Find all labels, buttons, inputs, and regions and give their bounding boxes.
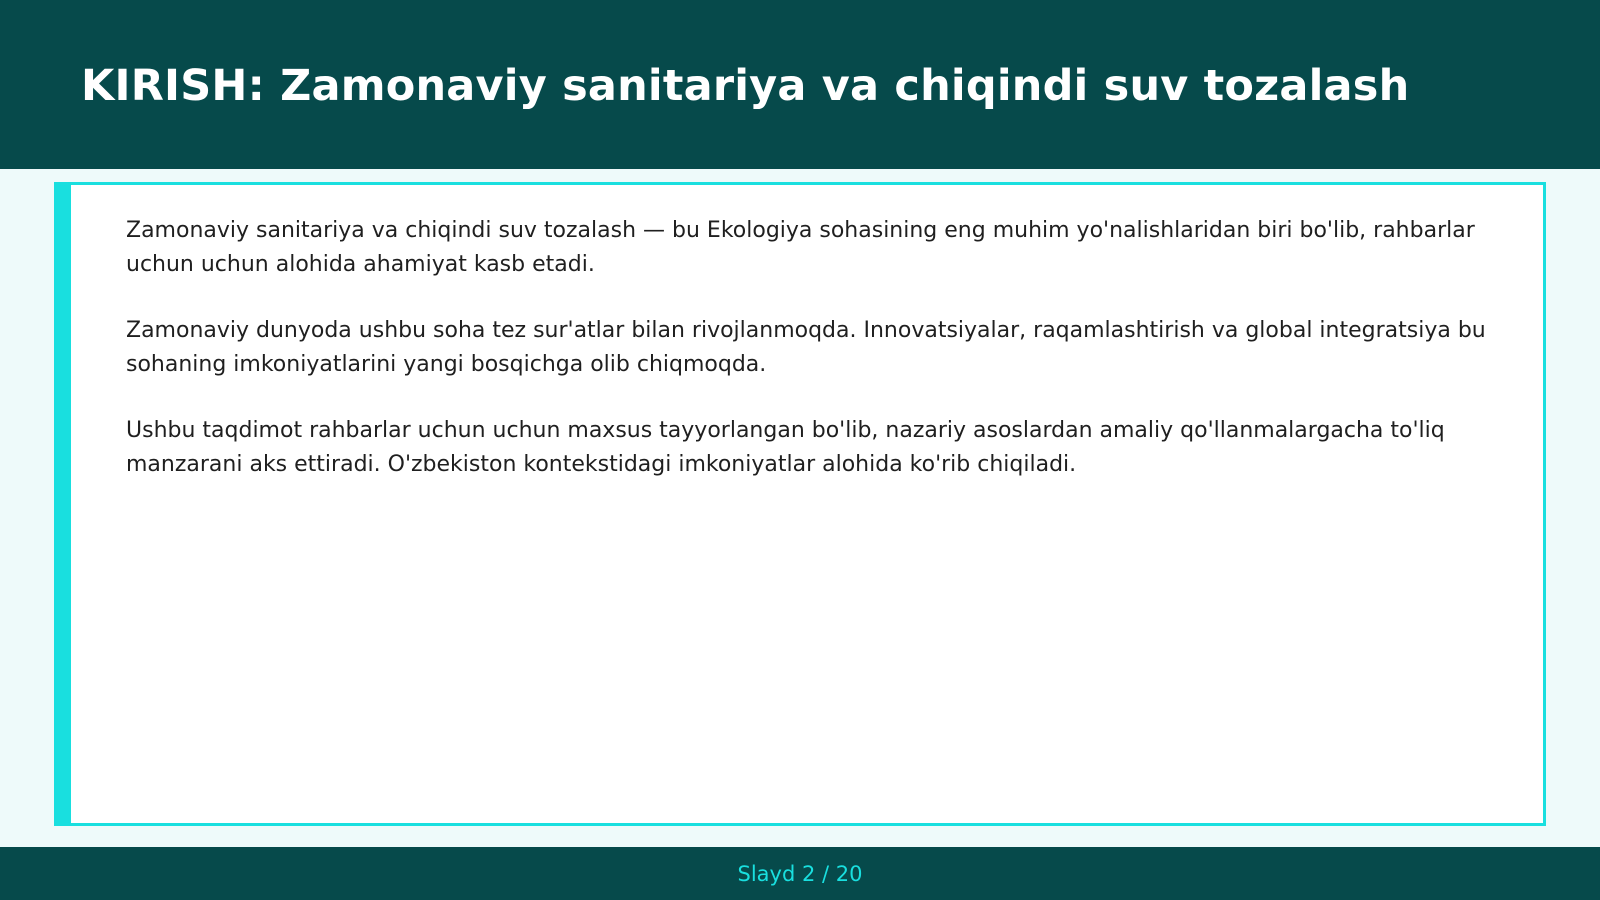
- slide-header: [0, 0, 1600, 169]
- slide-number: Slayd 2 / 20: [737, 862, 863, 886]
- development-paragraph: Zamonaviy dunyoda ushbu soha tez sur'atlar bilan rivojlanmoqda. Innovatsiyalar, raqamlashtirish va global integratsiya bu sohaning imkoniyatlarini yangi bosqichga olib chiqmoqda.: [126, 318, 1486, 377]
- content-panel: [54, 182, 1546, 826]
- slide-footer: [0, 847, 1600, 900]
- content-text: [126, 214, 1506, 514]
- slide-title: KIRISH: Zamonaviy sanitariya va chiqindi suv tozalash: [81, 61, 1410, 111]
- presentation-purpose-paragraph: Ushbu taqdimot rahbarlar uchun uchun maxsus tayyorlangan bo'lib, nazariy asoslardan amaliy qo'llanmalargacha to'liq manzarani aks ettiradi. O'zbekiston kontekstidagi imkoniyatlar alohida ko'rib chiqiladi.: [126, 418, 1445, 477]
- intro-paragraph: Zamonaviy sanitariya va chiqindi suv tozalash — bu Ekologiya sohasining eng muhim yo'nalishlaridan biri bo'lib, rahbarlar uchun uchun alohida ahamiyat kasb etadi.: [126, 218, 1475, 277]
